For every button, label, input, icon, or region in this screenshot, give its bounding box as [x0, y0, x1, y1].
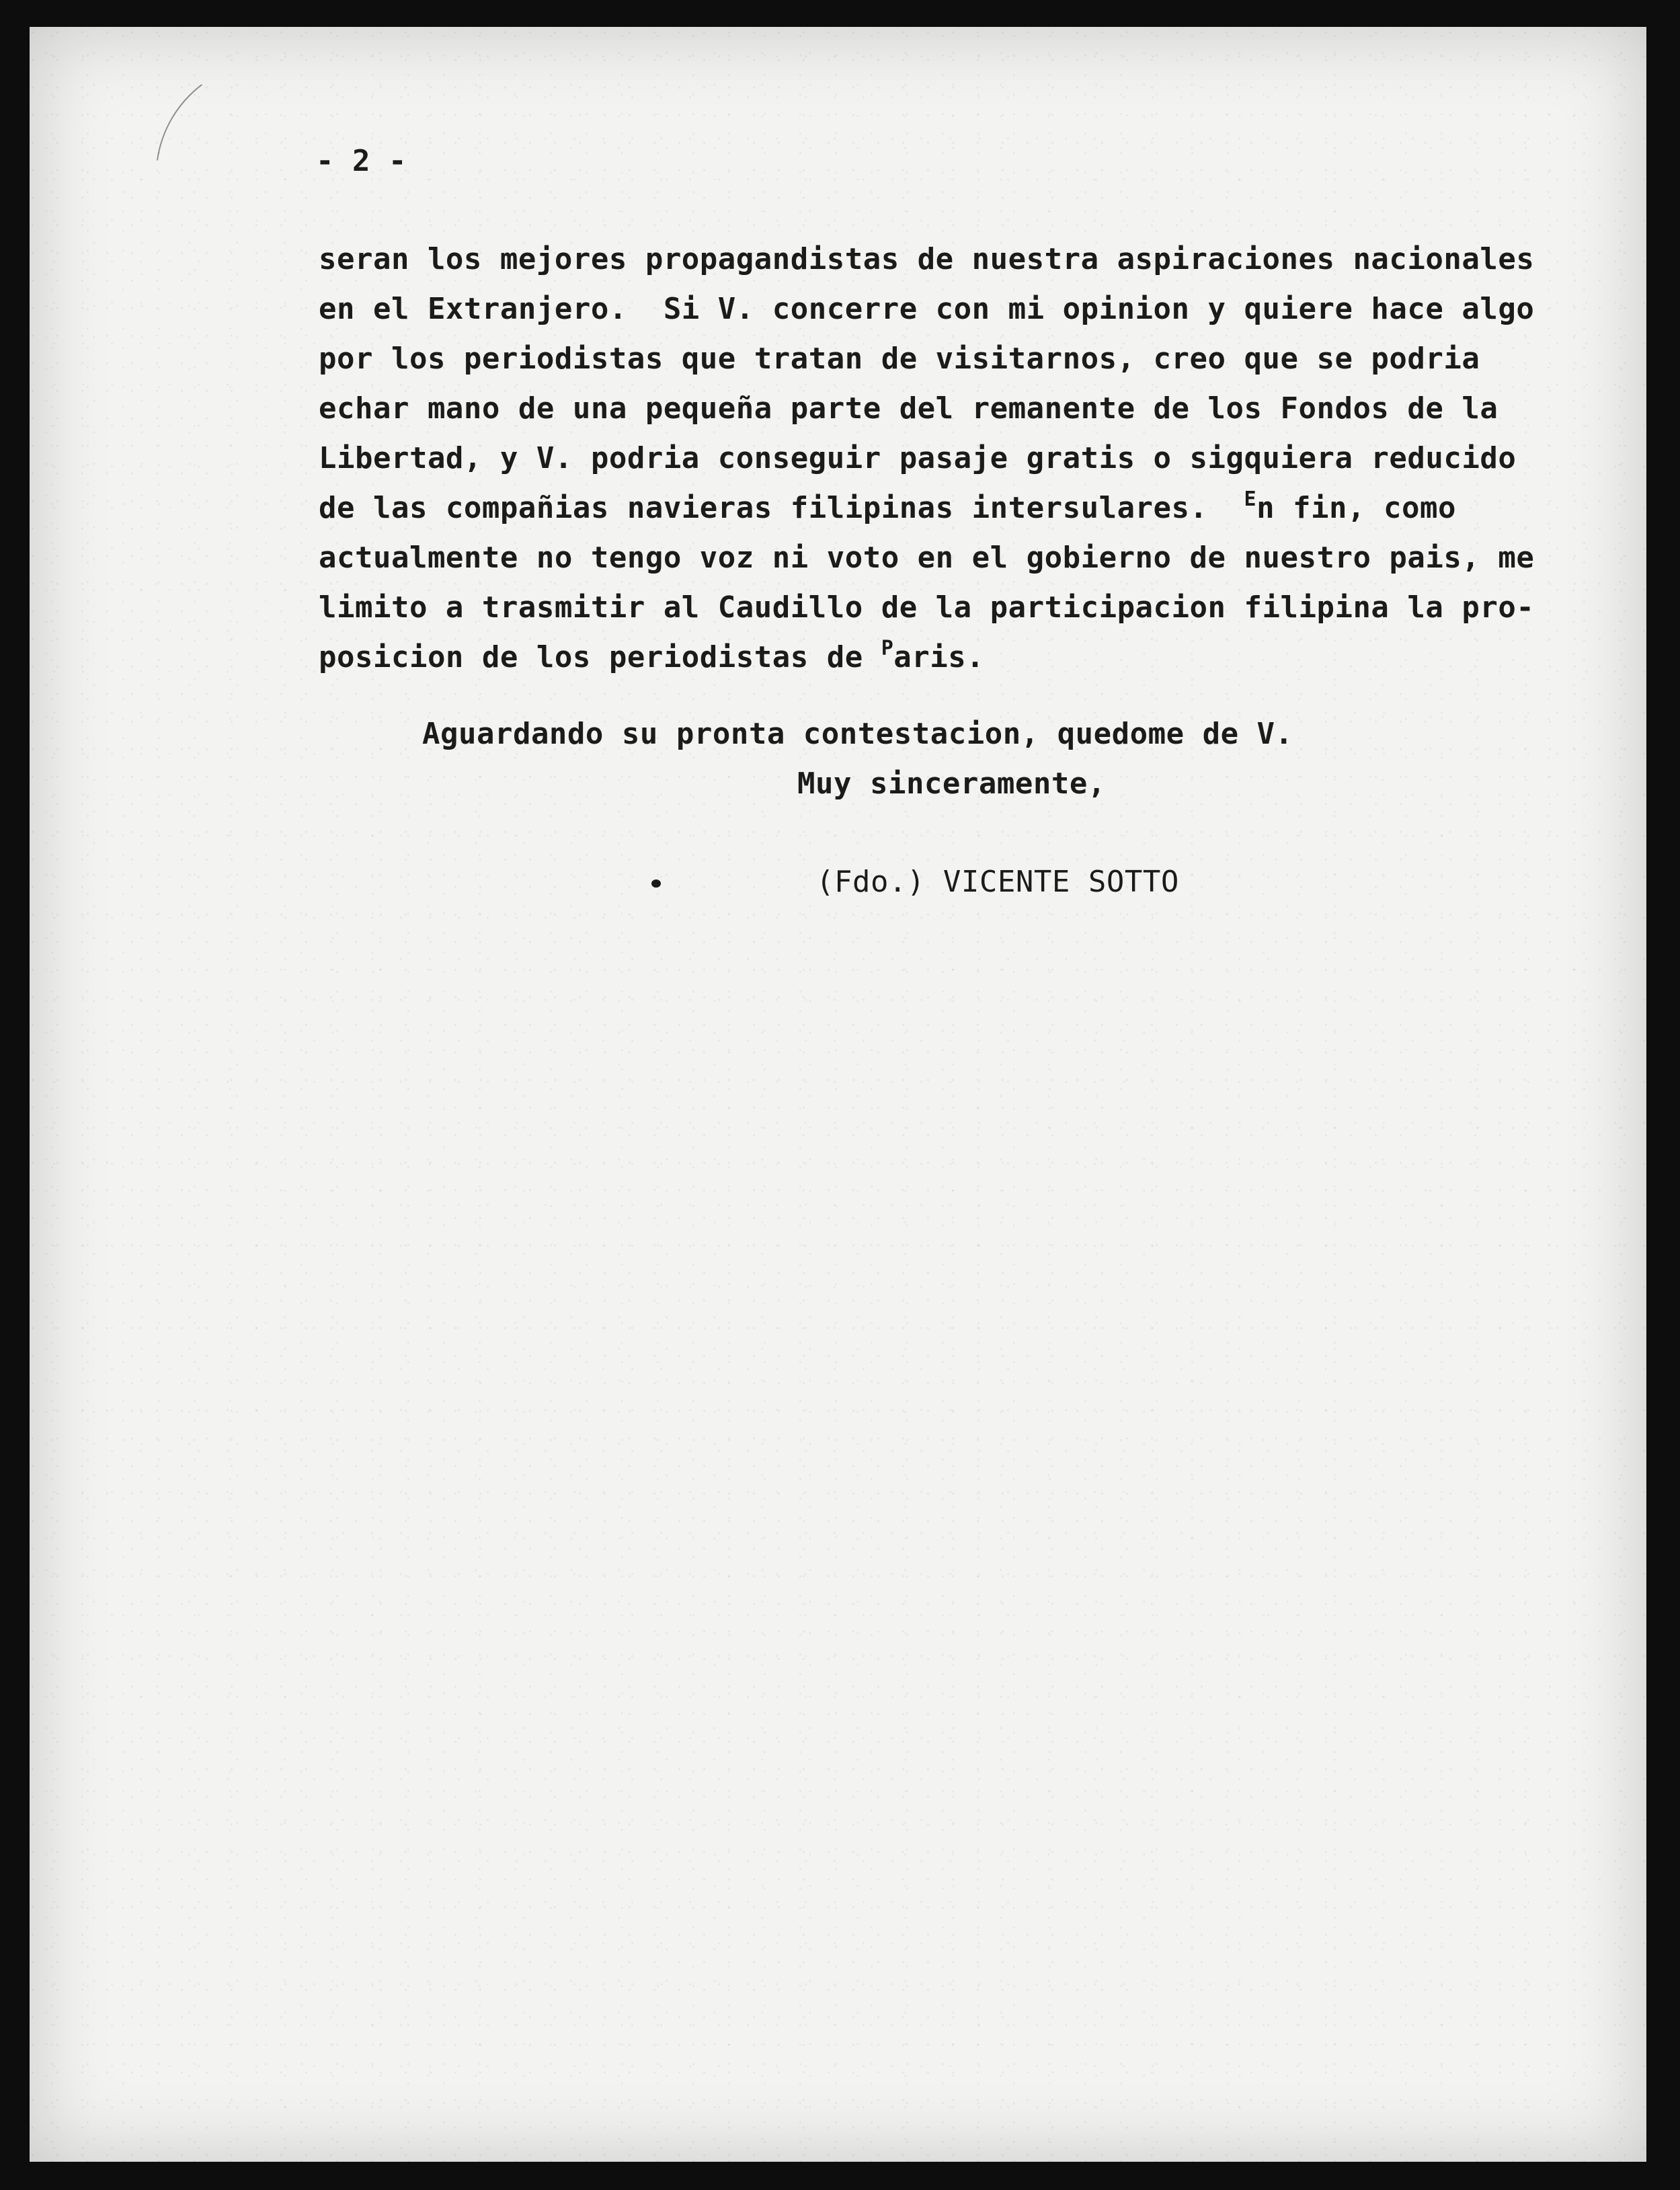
paragraph-line: actualmente no tengo voz ni voto en el gobierno de nuestro pais, me — [319, 541, 1535, 575]
line-text: de las compañias navieras filipinas intersulares. — [319, 491, 1244, 525]
line-text: posicion de los periodistas de — [319, 640, 881, 674]
ink-speck — [651, 879, 661, 888]
paragraph-line: limito a trasmitir al Caudillo de la participacion filipina la pro- — [319, 590, 1535, 625]
line-text-tail: n fin, como — [1256, 491, 1456, 525]
signature-line: (Fdo.) VICENTE SOTTO — [816, 865, 1179, 899]
valediction: Muy sinceramente, — [797, 767, 1106, 801]
paragraph-line — [319, 637, 985, 674]
paragraph-line — [319, 487, 1456, 525]
paragraph-line: seran los mejores propagandistas de nuestra aspiraciones nacionales — [319, 242, 1535, 276]
page-number: - 2 - — [316, 144, 407, 178]
paper-crease — [157, 46, 294, 178]
paragraph-line: Libertad, y V. podria conseguir pasaje gratis o sigquiera reducido — [319, 441, 1517, 475]
line-text-tail: aris. — [893, 640, 985, 674]
superscript-letter: P — [881, 637, 894, 660]
paragraph-line: echar mano de una pequeña parte del remanente de los Fondos de la — [319, 391, 1498, 426]
superscript-letter: E — [1244, 487, 1257, 511]
closing-line: Aguardando su pronta contestacion, quedome de V. — [422, 717, 1293, 751]
paragraph-line: por los periodistas que tratan de visitarnos, creo que se podria — [319, 342, 1480, 376]
paragraph-line: en el Extranjero. Si V. concerre con mi opinion y quiere hace algo — [319, 292, 1535, 326]
